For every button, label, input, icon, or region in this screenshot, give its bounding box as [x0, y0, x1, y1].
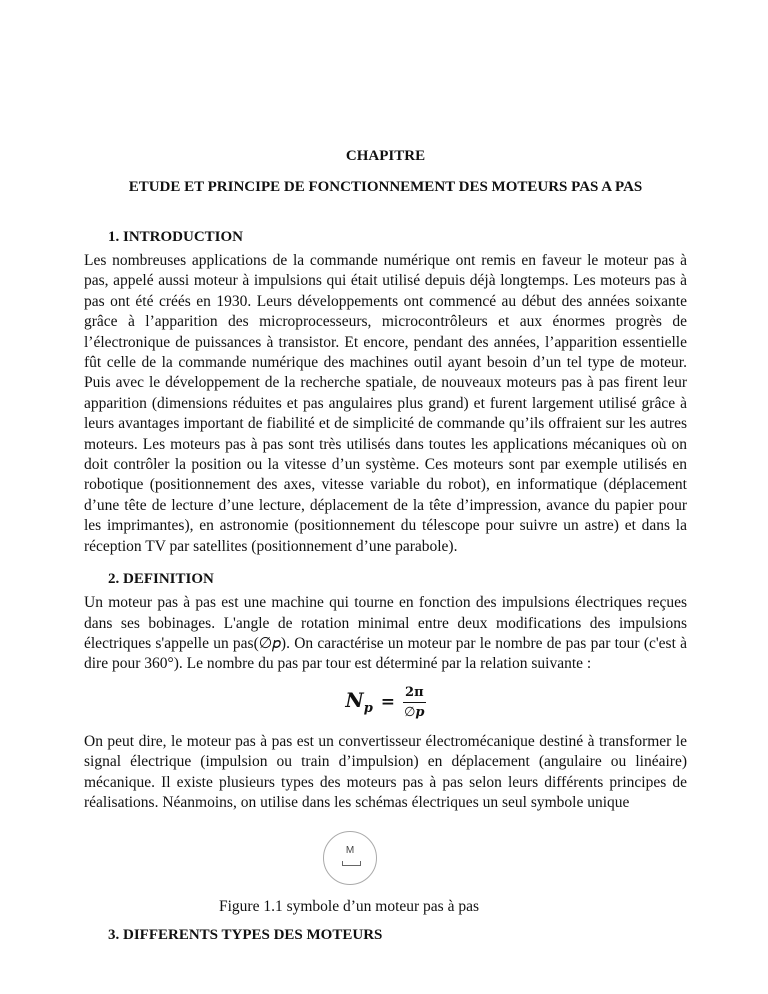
chapter-label: CHAPITRE	[345, 148, 426, 164]
chapter-title: ETUDE ET PRINCIPE DE FONCTIONNEMENT DES MOTEURS PAS A PAS	[128, 179, 643, 195]
section-heading-definition: 2. DEFINITION	[108, 571, 214, 588]
formula-lhs: $N_p$	[345, 688, 373, 717]
steps-per-turn-formula	[345, 685, 425, 720]
formula-row	[84, 685, 687, 720]
definition-paragraph-2: On peut dire, le moteur pas à pas est un convertisseur électromécanique destiné à transformer le signal électrique (impulsion ou train d’impulsion) en déplacement (angulaire ou linéaire) mécanique. Il existe plusieurs types des moteurs pas à pas selon leurs différents principes de réalisations. Néanmoins, on utilise dans les schémas électriques un seul symbole unique	[84, 732, 687, 811]
step-mark	[342, 861, 361, 866]
figure-symbol-row	[84, 831, 687, 887]
formula-numerator: 2π	[403, 685, 426, 703]
document-page	[84, 146, 687, 945]
figure-caption: Figure 1.1 symbole d’un moteur pas à pas	[218, 898, 479, 916]
definition-paragraph: Un moteur pas à pas est une machine qui tourne en fonction des impulsions électriques reçues dans ses bobinages. L'angle de rotation minimal entre deux modifications des impulsions électriques s'appelle un pas(∅𝑝). On caractérise un moteur par le nombre de pas par tour (c'est à dire pour 360°). Le nombre du pas par tour est déterminé par la relation suivante :	[84, 594, 687, 673]
section-heading-types: 3. DIFFERENTS TYPES DES MOTEURS	[108, 927, 383, 944]
formula-denominator: ∅p	[404, 704, 425, 720]
stepper-motor-symbol-icon: M	[323, 831, 377, 885]
section-heading-introduction: 1. INTRODUCTION	[108, 229, 244, 245]
introduction-paragraph: Les nombreuses applications de la commande numérique ont remis en faveur le moteur pas à pas, appelé aussi moteur à impulsions qui était utilisé depuis déjà longtemps. Les moteurs pas à pas ont été créés en 1930. Leurs développements ont commencé au début des années soixante grâce à l’apparition des microprocesseurs, microcontrôleurs et aux énormes progrès de l’électronique de puissances à transistor. Et encore, pendant des années, l’apparition essentielle fût celle de la commande numérique des machines outil ayant besoin d’un tel type de moteur. Puis avec le développement de la recherche spatiale, de nouveaux moteurs pas à pas firent leur apparition (dimensions réduites et pas angulaires plus grand) et furent largement utilisé grâce à leurs avantages important de fiabilité et de simplicité de commande qu’ils offraient sur les autres moteurs. Les moteurs pas à pas sont très utilisés dans toutes les applications mécaniques où on doit contrôler la position ou la vitesse d’un système. Ces moteurs sont par exemple utilisés en robotique (positionnement des axes, vitesse variable du robot), en informatique (déplacement d’une tête de lecture d’une lecture, déplacement de la tête d’impression, avance du papier pour les imprimantes), en astronomie (positionnement du télescope pour suivre un astre) et dans la réception TV par satellites (positionnement d’une parabole).	[84, 252, 687, 555]
formula-fraction	[403, 685, 426, 720]
formula-equals: =	[380, 692, 396, 713]
